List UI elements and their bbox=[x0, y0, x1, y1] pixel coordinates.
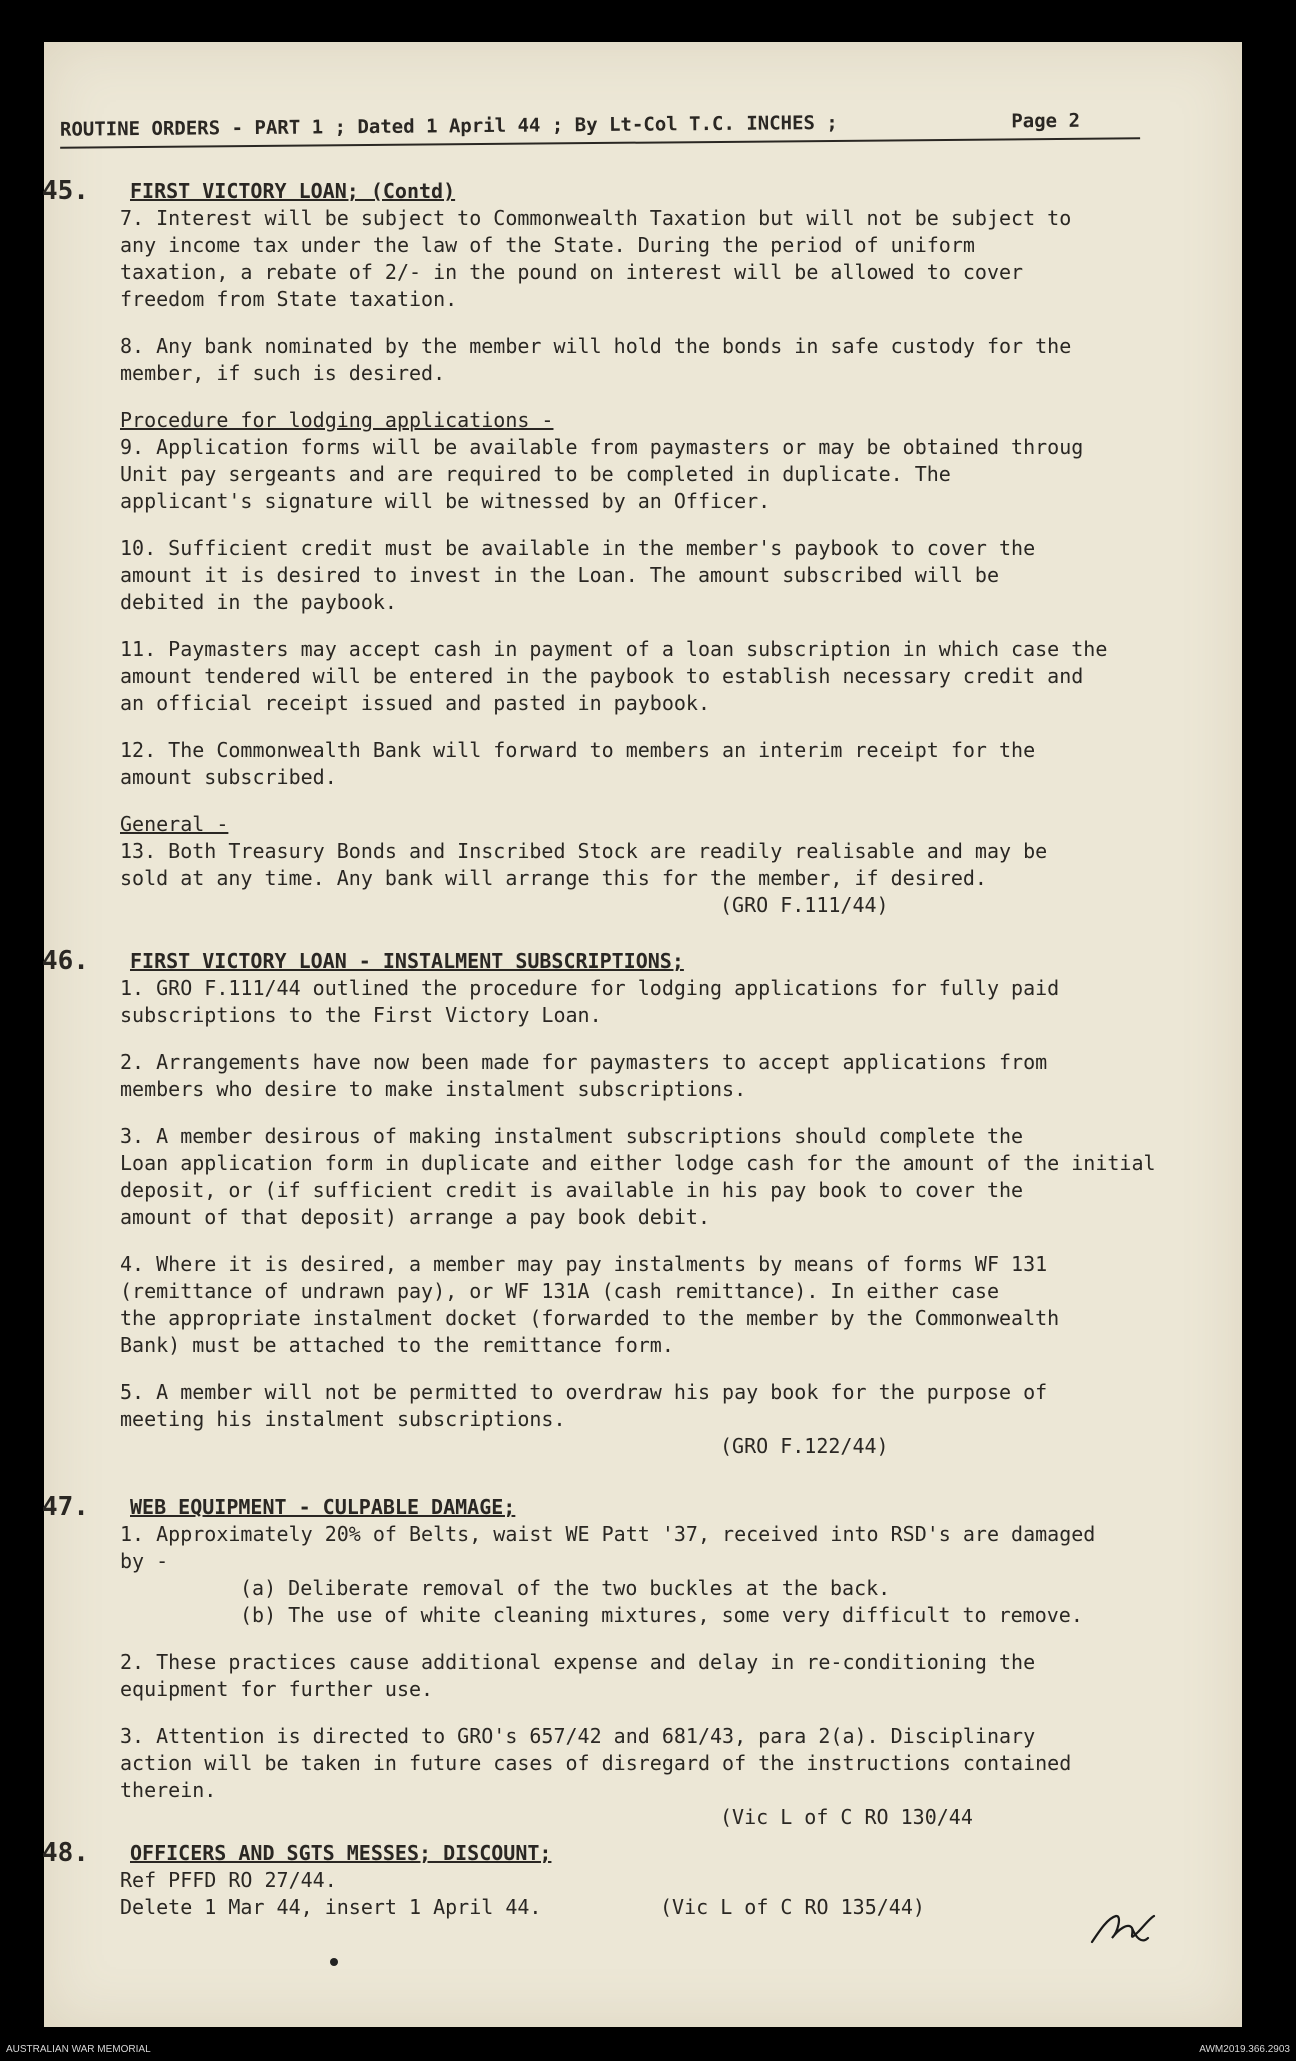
paragraph-2: 2. These practices cause additional expense and delay in re-conditioning the equipment for further use. bbox=[120, 1650, 1036, 1701]
footer bbox=[6, 2044, 1290, 2055]
section-number: 48. bbox=[42, 1838, 89, 1868]
paragraph-12: 12. The Commonwealth Bank will forward to members an interim receipt for the amount subscribed. bbox=[120, 738, 1036, 789]
signature-mark bbox=[1088, 1908, 1158, 1948]
reference: (GRO F.122/44) bbox=[720, 1434, 889, 1458]
section-heading: OFFICERS AND SGTS MESSES; DISCOUNT; bbox=[130, 1841, 552, 1865]
footer-left: AUSTRALIAN WAR MEMORIAL bbox=[6, 2044, 151, 2055]
paragraph-13: 13. Both Treasury Bonds and Inscribed Stock are readily realisable and may be sold at any time. Any bank will arrange this for the member, if desired. bbox=[120, 839, 1048, 890]
paragraph-2: 2. Arrangements have now been made for paymasters to accept applications from members who desire to make instalment subscriptions. bbox=[120, 1050, 1048, 1101]
paragraph-1: 1. Approximately 20% of Belts, waist WE Patt '37, received into RSD's are damaged by - bbox=[120, 1522, 1096, 1573]
paragraph-1: 1. GRO F.111/44 outlined the procedure for lodging applications for fully paid subscriptions to the First Victory Loan. bbox=[120, 976, 1060, 1027]
section-number: 45. bbox=[42, 176, 89, 206]
section-number: 47. bbox=[42, 1492, 89, 1522]
paragraph-3: 3. A member desirous of making instalment subscriptions should complete the Loan application form in duplicate and either lodge cash for the amount of the initial deposit, or (if sufficient credit is available in his pay book to cover the amount of that deposit) arrange a pay book debit. bbox=[120, 1124, 1156, 1229]
paragraph-5: 5. A member will not be permitted to overdraw his pay book for the purpose of meeting his instalment subscriptions. bbox=[120, 1380, 1048, 1431]
paragraph-3: 3. Attention is directed to GRO's 657/42 and 681/43, para 2(a). Disciplinary action will be taken in future cases of disregard of the instructions contained therein. bbox=[120, 1724, 1072, 1802]
page-number: Page 2 bbox=[1011, 109, 1081, 133]
section-46 bbox=[42, 946, 1180, 1486]
section-48 bbox=[42, 1838, 1180, 1947]
paragraph-8: 8. Any bank nominated by the member will hold the bonds in safe custody for the member, if such is desired. bbox=[120, 334, 1072, 385]
sub-items: (a) Deliberate removal of the two buckles at the back. (b) The use of white cleaning mixtures, some very difficult to remove. bbox=[240, 1576, 1083, 1627]
paragraph-11: 11. Paymasters may accept cash in payment of a loan subscription in which case the amount tendered will be entered in the paybook to establish necessary credit and an official receipt issued and pasted in paybook. bbox=[120, 637, 1108, 715]
paragraph-ref: Ref PFFD RO 27/44. Delete 1 Mar 44, insert 1 April 44. bbox=[120, 1868, 542, 1919]
section-heading: FIRST VICTORY LOAN - INSTALMENT SUBSCRIPTIONS; bbox=[130, 949, 684, 973]
footer-right: AWM2019.366.2903 bbox=[1199, 2044, 1290, 2055]
section-heading: FIRST VICTORY LOAN; (Contd) bbox=[130, 179, 456, 203]
section-heading: WEB EQUIPMENT - CULPABLE DAMAGE; bbox=[130, 1495, 516, 1519]
reference: (Vic L of C RO 135/44) bbox=[660, 1895, 925, 1919]
section-number: 46. bbox=[42, 946, 89, 976]
reference: (Vic L of C RO 130/44 bbox=[720, 1805, 973, 1829]
reference: (GRO F.111/44) bbox=[720, 893, 889, 917]
paragraph-4: 4. Where it is desired, a member may pay instalments by means of forms WF 131 (remittance of undrawn pay), or WF 131A (cash remittance). In either case the appropriate instalment docket (forwarded to the member by the Commonwealth Bank) must be attached to the remittance form. bbox=[120, 1252, 1060, 1357]
section-45 bbox=[42, 176, 1180, 945]
subheading-procedure: Procedure for lodging applications - bbox=[120, 408, 554, 432]
paragraph-9: 9. Application forms will be available from paymasters or may be obtained throug Unit pay sergeants and are required to be completed in duplicate. The applicant's signature will be witnessed by an Officer. bbox=[120, 435, 1084, 513]
header-title: ROUTINE ORDERS - PART 1 ; Dated 1 April 44 ; By Lt-Col T.C. INCHES ; bbox=[59, 111, 838, 141]
paragraph-10: 10. Sufficient credit must be available in the member's paybook to cover the amount it is desired to invest in the Loan. The amount subscribed will be debited in the paybook. bbox=[120, 536, 1036, 614]
subheading-general: General - bbox=[120, 812, 229, 836]
paragraph-7: 7. Interest will be subject to Commonwealth Taxation but will not be subject to any income tax under the law of the State. During the period of uniform taxation, a rebate of 2/- in the pound on interest will be allowed to cover freedom from State taxation. bbox=[120, 206, 1072, 311]
ink-dot bbox=[330, 1958, 338, 1966]
